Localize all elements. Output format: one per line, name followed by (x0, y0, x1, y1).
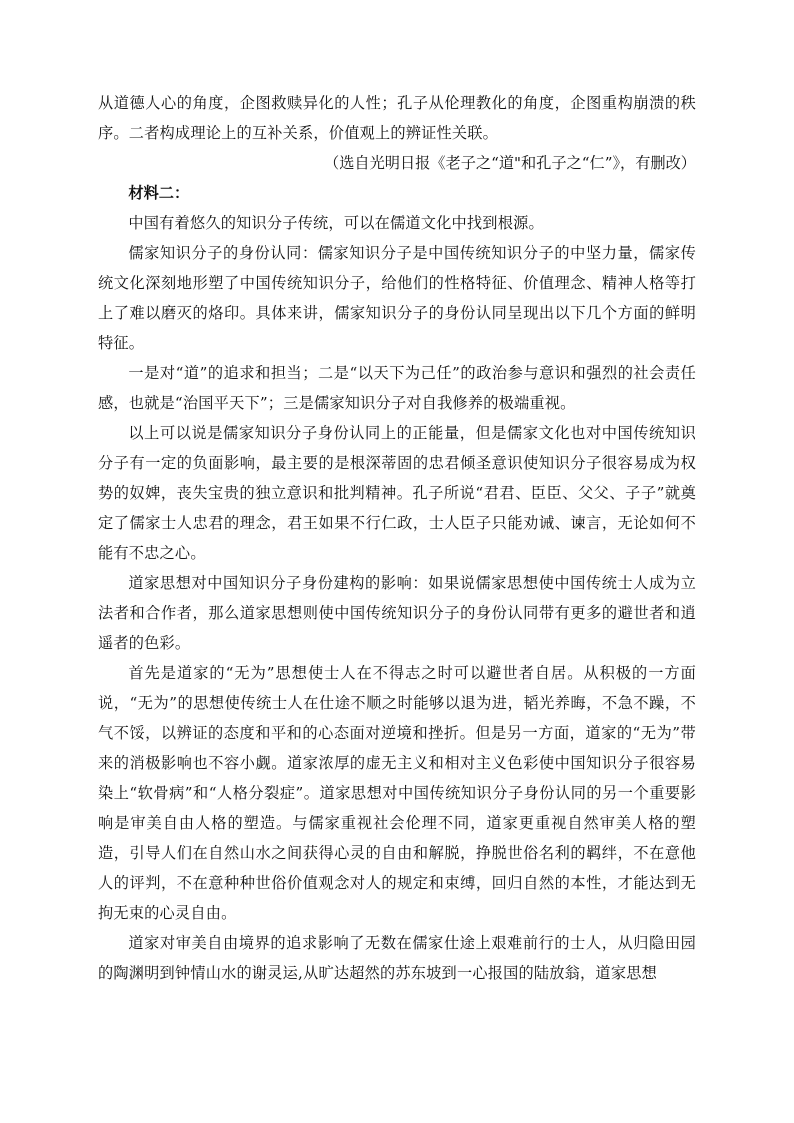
paragraph-7: 道家对审美自由境界的追求影响了无数在儒家仕途上艰难前行的士人，从归隐田园的陶渊明到钟情山水的谢灵运,从旷达超然的苏东坡到一心报国的陆放翁，道家思想 (98, 934, 696, 982)
paragraph-4: 以上可以说是儒家知识分子身份认同上的正能量，但是儒家文化也对中国传统知识分子有一定的负面影响，最主要的是根深蒂固的忠君倾圣意识使知识分子很容易成为权势的奴婢，丧失宝贵的独立意识和批判精神。孔子所说“君君、臣臣、父父、子子”就奠定了儒家士人忠君的理念，君王如果不行仁政，士人臣子只能劝诫、谏言，无论如何不能有不忠之心。 (98, 424, 696, 562)
paragraph-1: 中国有着悠久的知识分子传统，可以在儒道文化中找到根源。 (128, 214, 544, 232)
paragraph-2: 儒家知识分子的身份认同：儒家知识分子是中国传统知识分子的中坚力量，儒家传统文化深刻地形塑了中国传统知识分子，给他们的性格特征、价值理念、精神人格等打上了难以磨灭的烙印。具体来讲，儒家知识分子的身份认同呈现出以下几个方面的鲜明特征。 (98, 244, 696, 352)
paragraph-continued: 从道德人心的角度，企图救赎异化的人性；孔子从伦理教化的角度，企图重构崩溃的秩序。二者构成理论上的互补关系，价值观上的辨证性关联。 (98, 94, 696, 142)
source-citation: （选自光明日报《老子之“道"和孔子之“仁”》，有删改） (324, 154, 696, 172)
section-heading: 材料二： (128, 184, 190, 202)
document-page (98, 88, 696, 988)
paragraph-3: 一是对“道”的追求和担当；二是“以天下为己任”的政治参与意识和强烈的社会责任感，也就是“治国平天下”；三是儒家知识分子对自我修养的极端重视。 (98, 364, 696, 412)
paragraph-6: 首先是道家的“无为”思想使士人在不得志之时可以避世者自居。从积极的一方面说，“无为”的思想使传统士人在仕途不顺之时能够以退为进，韬光养晦，不急不躁，不气不馁，以辨证的态度和平和的心态面对逆境和挫折。但是另一方面，道家的“无为”带来的消极影响也不容小觑。道家浓厚的虚无主义和相对主义色彩使中国知识分子很容易染上“软骨病”和“人格分裂症”。道家思想对中国传统知识分子身份认同的另一个重要影响是审美自由人格的塑造。与儒家重视社会伦理不同，道家更重视自然审美人格的塑造，引导人们在自然山水之间获得心灵的自由和解脱，挣脱世俗名利的羁绊，不在意他人的评判，不在意种种世俗价值观念对人的规定和束缚，回归自然的本性，才能达到无拘无束的心灵自由。 (98, 664, 696, 922)
paragraph-5: 道家思想对中国知识分子身份建构的影响：如果说儒家思想使中国传统士人成为立法者和合作者，那么道家思想则使中国传统知识分子的身份认同带有更多的避世者和逍遥者的色彩。 (98, 574, 696, 652)
